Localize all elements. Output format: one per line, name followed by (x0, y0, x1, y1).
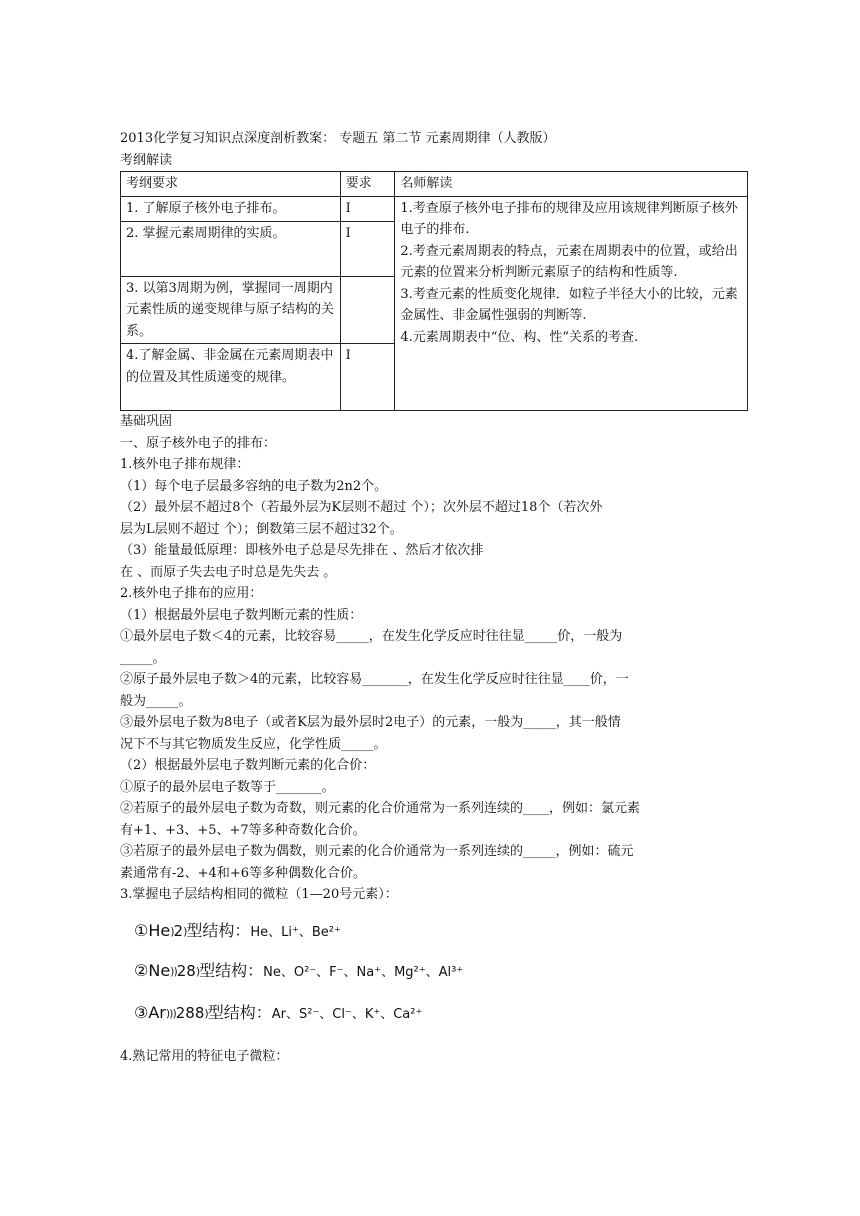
text-line: ①最外层电子数＜4的元素，比较容易_____，在发生化学反应时往往显_____价，一般为 (120, 629, 623, 644)
req-cell: 1. 了解原子核外电子排布。 (121, 196, 341, 221)
interpretation-item: 3.考查元素的性质变化规律．如粒子半径大小的比较，元素金属性、非金属性强弱的判断等. (400, 286, 738, 323)
interpretation-item: 2.考查元素周期表的特点，元素在周期表中的位置，或给出元素的位置来分析判断元素原子的结构和性质等. (400, 243, 738, 280)
structure-ions: Ne、O²⁻、F⁻、Na⁺、Mg²⁺、Al³⁺ (263, 964, 464, 980)
text-line: 一、原子核外电子的排布： (120, 435, 277, 451)
table-row (121, 196, 748, 221)
syllabus-table (120, 171, 748, 411)
header-cell: 要求 (340, 172, 395, 197)
structure-type: 型结构： (207, 1002, 272, 1022)
section-heading-syllabus: 考纲解读 (120, 152, 173, 168)
body-lines (120, 433, 750, 906)
level-cell (340, 276, 395, 344)
text-line: 况下不与其它物质发生反应，化学性质_____。 (120, 736, 387, 752)
header-cell: 考纲要求 (121, 172, 341, 197)
text-line: （2）根据最外层电子数判断元素的化合价： (120, 758, 376, 773)
req-cell: 4.了解金属、非金属在元素周期表中的位置及其性质递变的规律。 (121, 344, 341, 411)
electron-structure-figure (134, 912, 750, 1038)
interpretation-item: 4.元素周期表中“位、构、性”关系的考查. (400, 329, 639, 345)
shell-arc-icon: ) (170, 924, 174, 938)
doc-title: 2013化学复习知识点深度剖析教案： 专题五 第二节 元素周期律（人教版） (120, 131, 556, 146)
req-cell: 3. 以第3周期为例，掌握同一周期内元素性质的递变规律与原子结构的关系。 (121, 276, 341, 344)
text-line: 般为_____。 (120, 693, 192, 709)
structure-label: ③Ar (134, 1002, 166, 1022)
shell-arc-icon: ))) (165, 1006, 176, 1020)
text-line: 3.掌握电子层结构相同的微粒（1—20号元素）： (120, 887, 398, 902)
text-line: 在 、而原子失去电子时总是先失去 。 (120, 564, 337, 580)
section-heading-basics: 基础巩固 (120, 414, 173, 429)
text-line: ②原子最外层电子数＞4的元素，比较容易_______，在发生化学反应时往往显____价，一 (120, 672, 629, 687)
document-page (120, 128, 750, 1067)
text-line: ①原子的最外层电子数等于_______。 (120, 779, 335, 795)
shell-count: 288 (175, 1003, 205, 1022)
req-cell: 2. 掌握元素周期律的实质。 (121, 221, 341, 276)
shell-count: 28 (176, 961, 196, 980)
text-line: ③若原子的最外层电子数为偶数，则元素的化合价通常为一系列连续的_____，例如：硫元 (120, 844, 634, 859)
text-line: ②若原子的最外层电子数为奇数，则元素的化合价通常为一系列连续的____，例如：氯元素 (120, 801, 641, 816)
header-cell: 名师解读 (395, 172, 748, 197)
shell-arc-icon: )) (170, 964, 177, 978)
level-cell: Ⅰ (340, 221, 395, 276)
interpretation-cell (395, 196, 748, 411)
text-line: 1.核外电子排布规律： (120, 457, 250, 472)
structure-ions: Ar、S²⁻、Cl⁻、K⁺、Ca²⁺ (271, 1006, 423, 1022)
structure-label: ②Ne (134, 960, 171, 980)
structure-label: ①He (134, 920, 171, 940)
text-line: （1）每个电子层最多容纳的电子数为2n2个。 (120, 478, 388, 494)
text-line: _____。 (120, 650, 166, 666)
text-line: 层为L层则不超过 个）；倒数第三层不超过32个。 (120, 521, 403, 537)
text-line: ③最外层电子数为8电子（或者K层为最外层时2电子）的元素，一般为_____，其一般情 (120, 715, 621, 730)
structure-type: 型结构： (199, 960, 264, 980)
table-header-row (121, 172, 748, 197)
level-cell: Ⅰ (340, 344, 395, 411)
structure-row-ar (134, 1000, 422, 1023)
shell-arc-icon: ) (195, 964, 200, 978)
interpretation-item: 1.考查原子核外电子排布的规律及应用该规律判断原子核外电子的排布. (400, 200, 738, 237)
shell-arc-icon: ) (183, 924, 187, 938)
level-cell: Ⅰ (340, 196, 395, 221)
text-line: （3）能量最低原理：即核外电子总是尽先排在 、然后才依次排 (120, 543, 484, 558)
shell-count: 2 (173, 921, 184, 940)
text-line: 4.熟记常用的特征电子微粒： (120, 1048, 289, 1064)
structure-row-ne (134, 958, 463, 981)
structure-row-he (134, 918, 341, 941)
text-line: 素通常有-2、+4和+6等多种偶数化合价。 (120, 865, 366, 881)
shell-arc-icon: ) (204, 1006, 208, 1020)
text-line: （1）根据最外层电子数判断元素的性质： (120, 607, 363, 623)
text-line: （2）最外层不超过8个（若最外层为K层则不超过 个）；次外层不超过18个（若次外 (120, 500, 603, 515)
structure-ions: He、Li⁺、Be²⁺ (250, 924, 341, 940)
structure-type: 型结构： (186, 920, 251, 940)
text-line: 2.核外电子排布的应用： (120, 586, 263, 601)
text-line: 有+1、+3、+5、+7等多种奇数化合价。 (120, 822, 366, 838)
